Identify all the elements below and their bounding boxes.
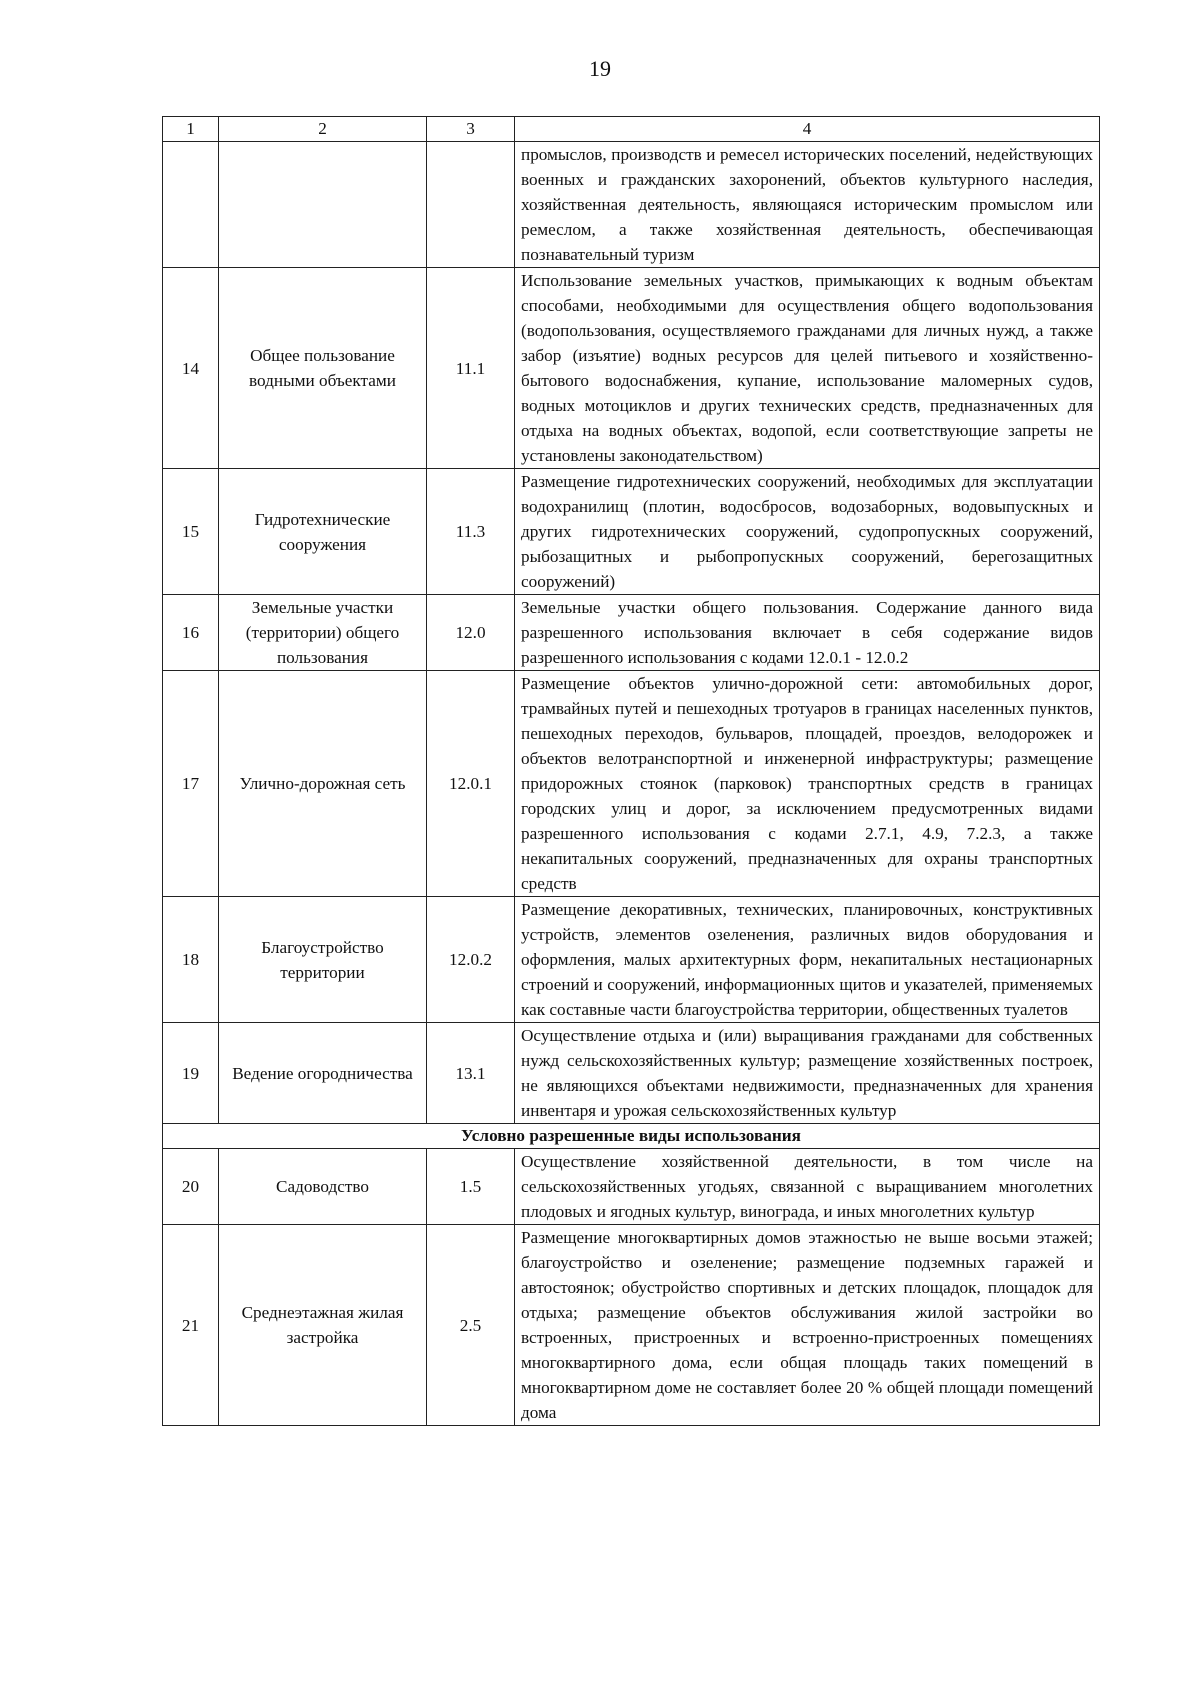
header-col-2: 2 (219, 117, 427, 142)
section-header-row (163, 1124, 1100, 1149)
row-name: Земельные участки (территории) общего пользования (219, 595, 427, 671)
row-code: 11.1 (427, 268, 515, 469)
row-name: Благоустройство территории (219, 897, 427, 1023)
row-name: Среднеэтажная жилая застройка (219, 1225, 427, 1426)
row-description: Размещение объектов улично-дорожной сети: автомобильных дорог, трамвайных путей и пешеходных тротуаров в границах населенных пунктов, пешеходных переходов, бульваров, площадей, проездов, велодорожек и объектов велотранспортной и инженерной инфраструктуры; размещение придорожных стоянок (парковок) транспортных средств в границах городских улиц и дорог, за исключением предусмотренных видами разрешенного использования с кодами 2.7.1, 4.9, 7.2.3, а также некапитальных сооружений, предназначенных для охраны транспортных средств (515, 671, 1100, 897)
row-description: Осуществление хозяйственной деятельности, в том числе на сельскохозяйственных угодьях, связанной с выращиванием многолетних плодовых и ягодных культур, винограда, и иных многолетних культур (515, 1149, 1100, 1225)
row-description: промыслов, производств и ремесел исторических поселений, недействующих военных и гражданских захоронений, объектов культурного наследия, хозяйственная деятельность, являющаяся историческим промыслом или ремеслом, а также хозяйственная деятельность, обеспечивающая познавательный туризм (515, 142, 1100, 268)
table-row (163, 1149, 1100, 1225)
row-description: Осуществление отдыха и (или) выращивания гражданами для собственных нужд сельскохозяйственных культур; размещение хозяйственных построек, не являющихся объектами недвижимости, предназначенных для хранения инвентаря и урожая сельскохозяйственных культур (515, 1023, 1100, 1124)
row-number: 14 (163, 268, 219, 469)
table-row (163, 1225, 1100, 1426)
row-code: 12.0 (427, 595, 515, 671)
row-number: 15 (163, 469, 219, 595)
row-description: Использование земельных участков, примыкающих к водным объектам способами, необходимыми для осуществления общего водопользования (водопользования, осуществляемого гражданами для личных нужд, а также забор (изъятие) водных ресурсов для целей питьевого и хозяйственно-бытового водоснабжения, купание, использование маломерных судов, водных мотоциклов и других технических средств, предназначенных для отдыха на водных объектах, водопой, если соответствующие запреты не установлены законодательством) (515, 268, 1100, 469)
row-number: 18 (163, 897, 219, 1023)
row-code (427, 142, 515, 268)
table-row (163, 142, 1100, 268)
row-code: 13.1 (427, 1023, 515, 1124)
row-code: 12.0.2 (427, 897, 515, 1023)
row-name: Ведение огородничества (219, 1023, 427, 1124)
row-code: 2.5 (427, 1225, 515, 1426)
table-row (163, 1023, 1100, 1124)
page-number: 19 (589, 56, 611, 81)
table-header-row (163, 117, 1100, 142)
header-col-4: 4 (515, 117, 1100, 142)
table-row (163, 897, 1100, 1023)
row-code: 1.5 (427, 1149, 515, 1225)
row-code: 11.3 (427, 469, 515, 595)
row-number (163, 142, 219, 268)
table-row (163, 595, 1100, 671)
row-description: Размещение декоративных, технических, планировочных, конструктивных устройств, элементов озеленения, различных видов оборудования и оформления, малых архитектурных форм, некапитальных нестационарных строений и сооружений, информационных щитов и указателей, применяемых как составные части благоустройства территории, общественных туалетов (515, 897, 1100, 1023)
table-row (163, 671, 1100, 897)
row-number: 19 (163, 1023, 219, 1124)
header-col-1: 1 (163, 117, 219, 142)
row-name (219, 142, 427, 268)
row-number: 16 (163, 595, 219, 671)
row-number: 17 (163, 671, 219, 897)
row-number: 21 (163, 1225, 219, 1426)
table-row (163, 268, 1100, 469)
row-description: Земельные участки общего пользования. Содержание данного вида разрешенного использования включает в себя содержание видов разрешенного использования с кодами 12.0.1 - 12.0.2 (515, 595, 1100, 671)
row-name: Улично-дорожная сеть (219, 671, 427, 897)
section-title: Условно разрешенные виды использования (163, 1124, 1100, 1149)
row-name: Гидротехнические сооружения (219, 469, 427, 595)
row-name: Садоводство (219, 1149, 427, 1225)
header-col-3: 3 (427, 117, 515, 142)
table-row (163, 469, 1100, 595)
row-name: Общее пользование водными объектами (219, 268, 427, 469)
row-description: Размещение гидротехнических сооружений, необходимых для эксплуатации водохранилищ (плотин, водосбросов, водозаборных, водовыпускных и других гидротехнических сооружений, судопропускных сооружений, рыбозащитных и рыбопропускных сооружений, берегозащитных сооружений) (515, 469, 1100, 595)
row-code: 12.0.1 (427, 671, 515, 897)
row-number: 20 (163, 1149, 219, 1225)
row-description: Размещение многоквартирных домов этажностью не выше восьми этажей; благоустройство и озеленение; размещение подземных гаражей и автостоянок; обустройство спортивных и детских площадок, площадок для отдыха; размещение объектов обслуживания жилой застройки во встроенных, пристроенных и встроенно-пристроенных помещениях многоквартирного дома, если общая площадь таких помещений в многоквартирном доме не составляет более 20 % общей площади помещений дома (515, 1225, 1100, 1426)
land-use-table (162, 116, 1100, 1426)
